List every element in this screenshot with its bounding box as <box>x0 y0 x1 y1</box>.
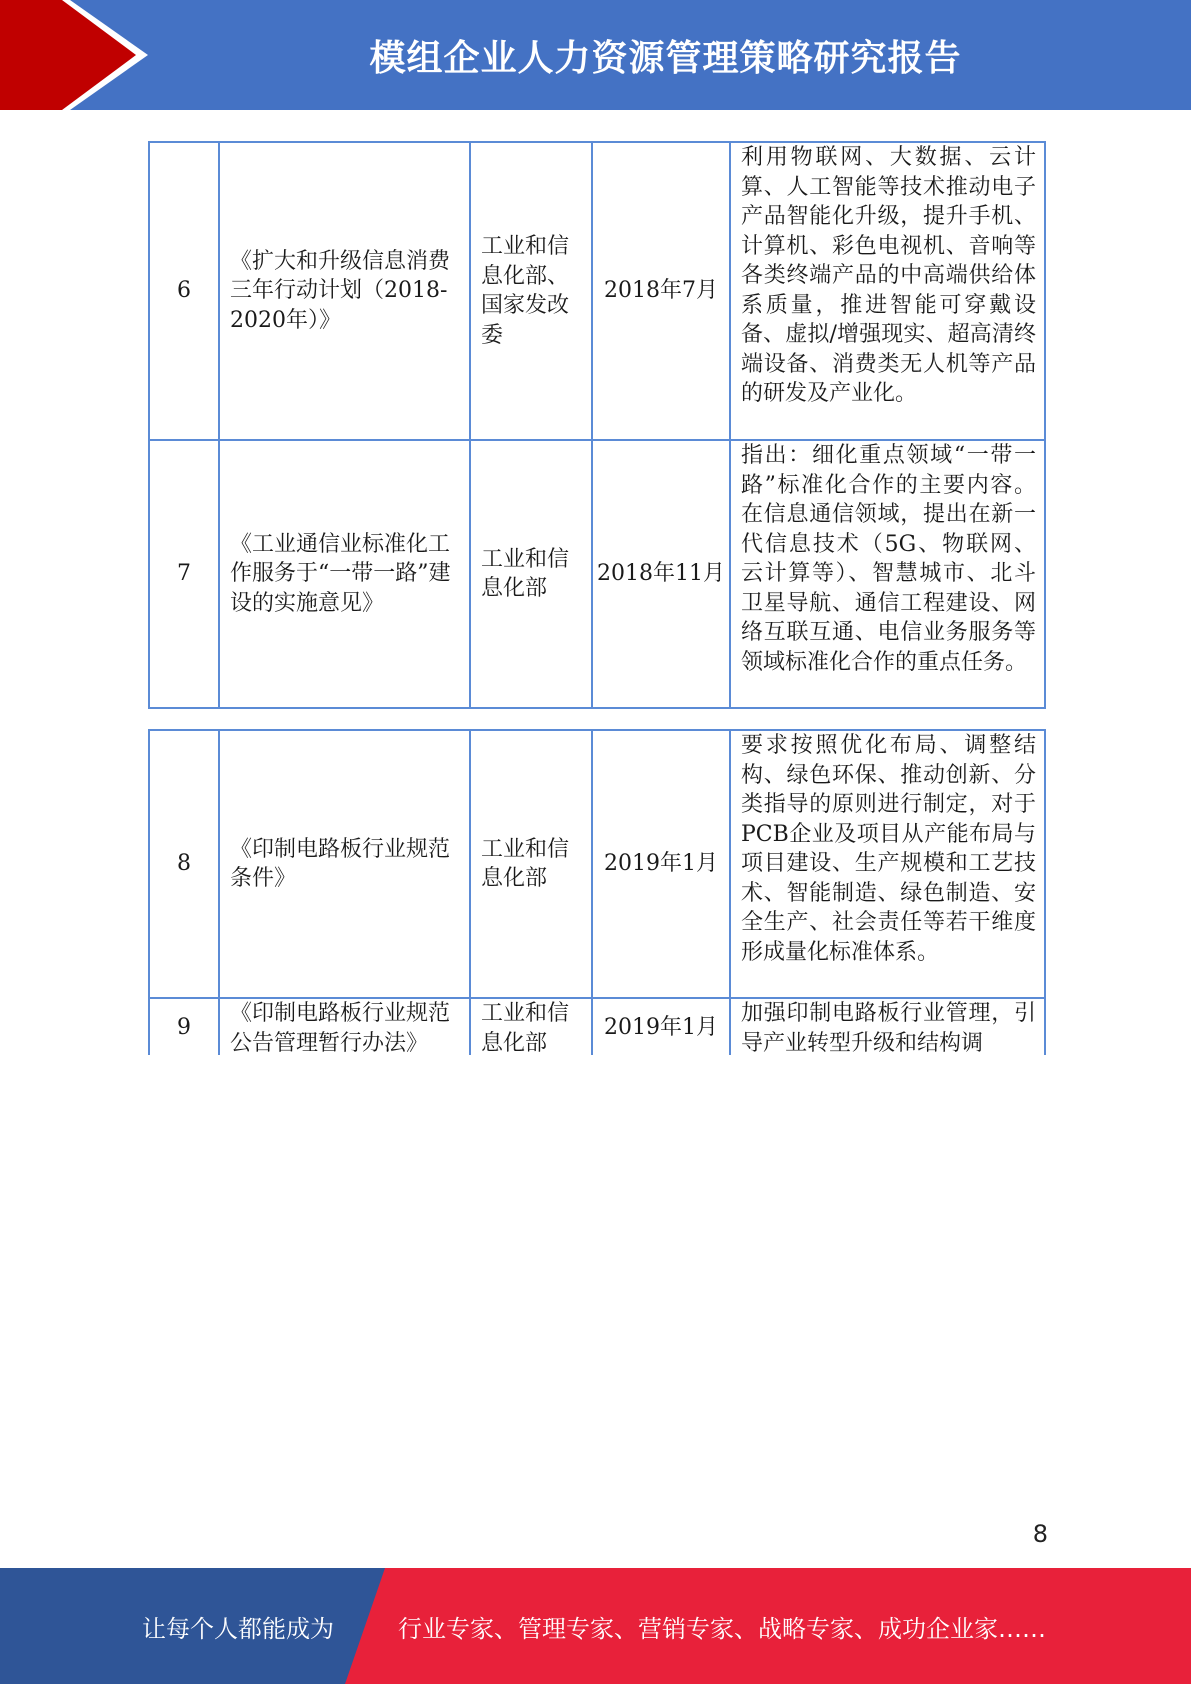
header-arrow-decoration <box>0 0 160 110</box>
table-row <box>149 998 1045 1055</box>
page-title: 模组企业人力资源管理策略研究报告 <box>369 37 962 79</box>
issuing-department: 工业和信息化部、国家发改委 <box>470 142 592 440</box>
policy-table-bottom <box>148 729 1046 1055</box>
issuing-department: 工业和信息化部 <box>470 440 592 708</box>
document-title: 《工业通信业标准化工作服务于“一带一路”建设的实施意见》 <box>219 440 470 708</box>
footer-slogan-left: 让每个人都能成为 <box>142 1614 334 1643</box>
document-title: 《印制电路板行业规范条件》 <box>219 730 470 998</box>
row-number: 8 <box>149 730 219 998</box>
page-header <box>0 0 1191 110</box>
table-row <box>149 440 1045 708</box>
policy-table-top <box>148 141 1046 709</box>
main-content: 利用物联网、大数据、云计算、人工智能等技术推动电子产品智能化升级，提升手机、计算机、彩色电视机、音响等各类终端产品的中高端供给体系质量，推进智能可穿戴设备、虚拟/增强现实、超高清终端设备、消费类无人机等产品的研发及产业化。 <box>730 142 1045 440</box>
issue-date: 2018年11月 <box>592 440 730 708</box>
issuing-department: 工业和信息化部 <box>470 730 592 998</box>
row-number: 9 <box>149 998 219 1055</box>
footer-slogan-right: 行业专家、管理专家、营销专家、战略专家、成功企业家…… <box>398 1614 1046 1643</box>
document-title: 《扩大和升级信息消费三年行动计划（2018-2020年）》 <box>219 142 470 440</box>
issue-date: 2018年7月 <box>592 142 730 440</box>
main-content: 要求按照优化布局、调整结构、绿色环保、推动创新、分类指导的原则进行制定，对于PCB企业及项目从产能布局与项目建设、生产规模和工艺技术、智能制造、绿色制造、安全生产、社会责任等若干维度形成量化标准体系。 <box>730 730 1045 998</box>
page-number: 8 <box>1032 1520 1048 1548</box>
row-number: 7 <box>149 440 219 708</box>
page-footer <box>0 1568 1191 1684</box>
main-content: 指出：细化重点领域“一带一路”标准化合作的主要内容。在信息通信领域，提出在新一代信息技术（5G、物联网、云计算等）、智慧城市、北斗卫星导航、通信工程建设、网络互联互通、电信业务服务等领域标准化合作的重点任务。 <box>730 440 1045 708</box>
issuing-department: 工业和信息化部 <box>470 998 592 1055</box>
issue-date: 2019年1月 <box>592 730 730 998</box>
main-content: 加强印制电路板行业管理，引导产业转型升级和结构调 <box>730 998 1045 1055</box>
table-row <box>149 142 1045 440</box>
table-continuation-clip <box>0 729 1191 1055</box>
row-number: 6 <box>149 142 219 440</box>
table-row <box>149 730 1045 998</box>
issue-date: 2019年1月 <box>592 998 730 1055</box>
document-title: 《印制电路板行业规范公告管理暂行办法》 <box>219 998 470 1055</box>
